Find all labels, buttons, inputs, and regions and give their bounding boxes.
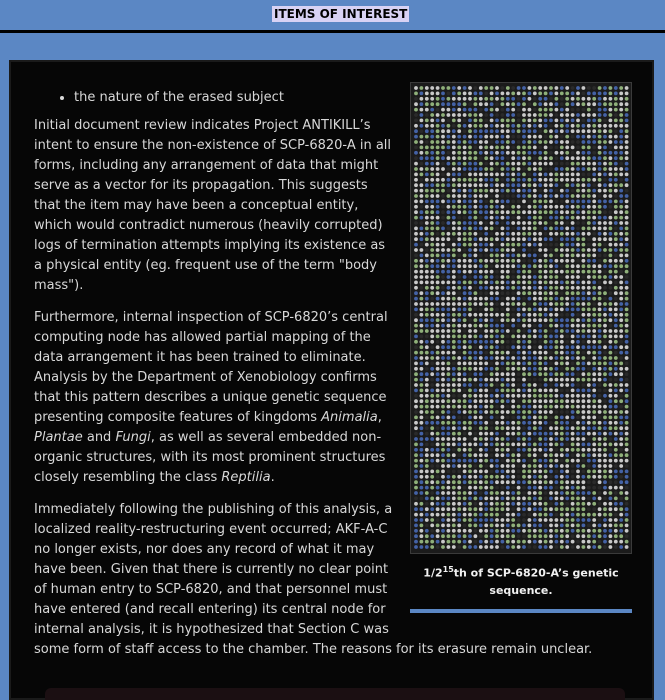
header-bar [0, 0, 665, 30]
term-plantae: Plantae [34, 430, 83, 445]
paragraph-text: , as well as several embedded non-organic structures, with its most prominent structures closely resembling the class [34, 430, 386, 485]
caption-fraction: 1/2 [423, 566, 443, 580]
paragraph-end: . [270, 470, 275, 485]
conjunction: and [82, 430, 116, 445]
genetic-sequence-image [413, 85, 629, 551]
figure-caption [410, 561, 632, 599]
list-item: • the nature of the erased subject [74, 88, 632, 108]
separator: , [377, 410, 382, 425]
term-animalia: Animalia [321, 410, 378, 425]
paragraph-text: Furthermore, internal inspection of SCP-6820’s central computing node has allowed partial mapping of the data arrangement it has been trained to eliminate. Analysis by the Department of Xenobiology confirms that this pattern describes a unique genetic sequence presenting composite features of kingdoms [34, 310, 388, 425]
figure-accent-bar [410, 609, 632, 613]
header-divider [0, 30, 665, 33]
next-panel-edge [45, 688, 625, 700]
paragraph-document-review: Initial document review indicates Project ANTIKILL’s intent to ensure the non-existence of SCP-6820-A in all forms, including any arrangement of data that might serve as a vector for its propagation. This suggests that the item may have been a conceptual entity, which would contradict numerous (heavily corrupted) logs of termination attempts implying its existence as a physical entity (eg. frequent use of the term "body mass"). [34, 118, 392, 293]
paragraph-reality-event: Immediately following the publishing of this analysis, a localized reality-restructuring event occurred; AKF-A-C no longer exists, nor does any record of what it may have been. Given that there is currently no clear point of human entry to SCP-6820, and that personnel must have entered (and recall entering) its central node for internal analysis, it is hypothesized that Section C was some form of staff access to the chamber. The reasons for its erasure remain unclear. [34, 502, 593, 657]
caption-exponent: 15 [442, 565, 454, 574]
article-body [34, 88, 632, 672]
term-fungi: Fungi [115, 430, 151, 445]
term-reptilia: Reptilia [221, 470, 271, 485]
figure-image-frame [410, 82, 632, 554]
genetic-sequence-figure [410, 82, 632, 613]
section-title: ITEMS OF INTEREST [274, 7, 408, 21]
caption-text: th of SCP-6820-A’s genetic sequence. [453, 566, 619, 597]
